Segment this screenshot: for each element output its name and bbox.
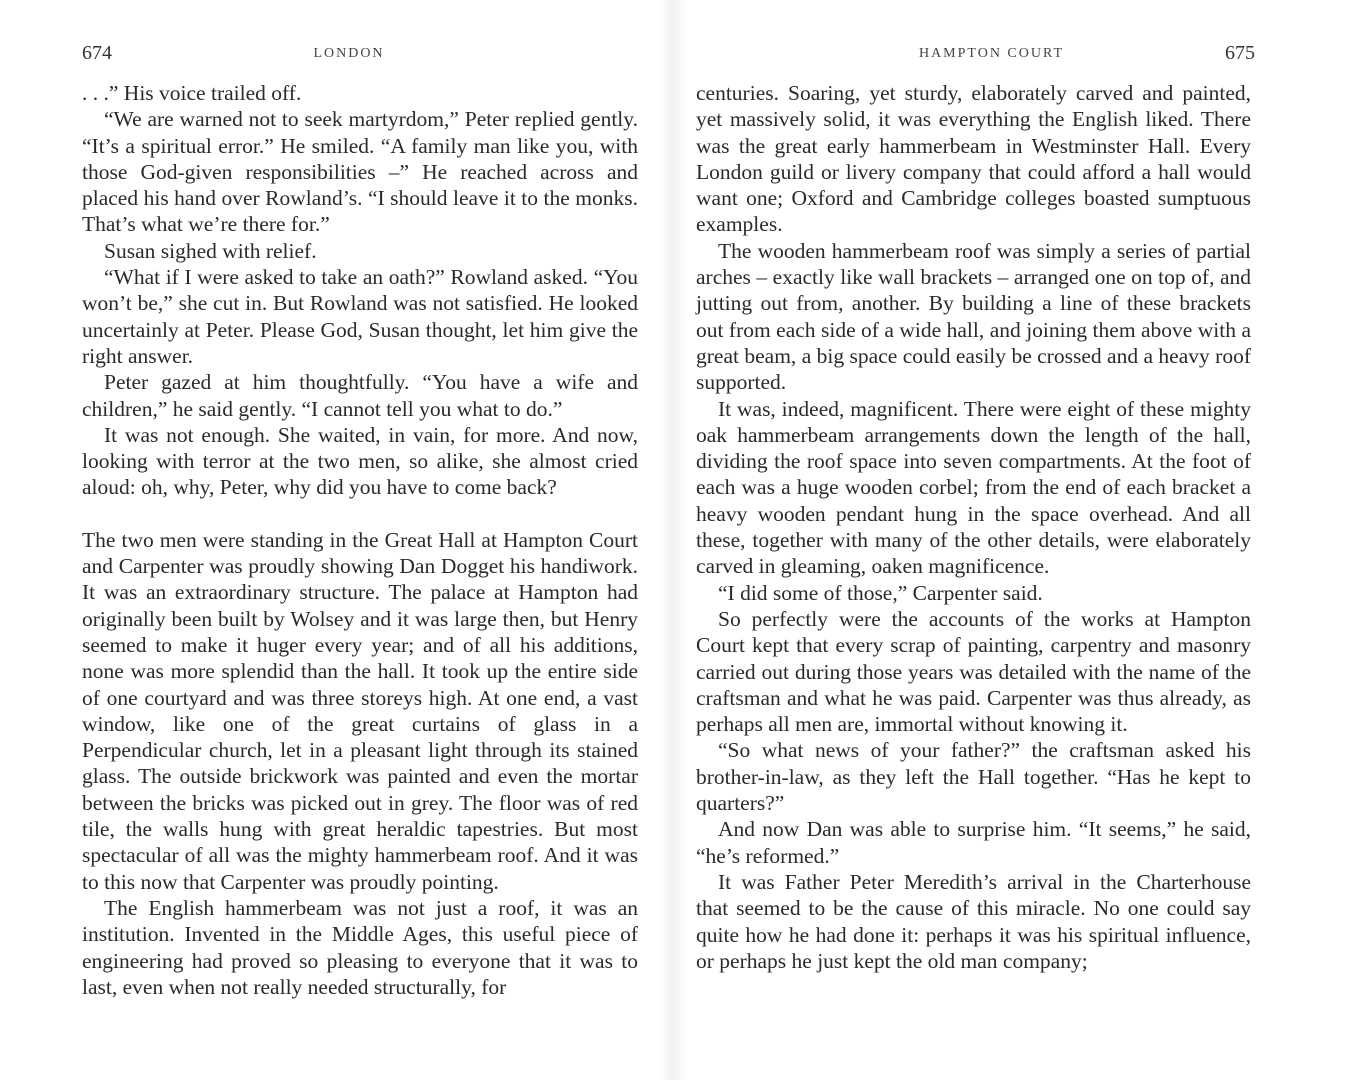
left-page-number: 674 [82,42,112,64]
paragraph: “What if I were asked to take an oath?” Rowland asked. “You won’t be,” she cut in. But Rowland was not satisfied. He looked uncertainly at Peter. Please God, Susan thought, let him give the right answer. [82,265,638,368]
paragraph: Susan sighed with relief. [104,238,317,263]
right-page [678,0,1345,1080]
paragraph: Peter gazed at him thoughtfully. “You have a wife and children,” he said gently. “I cannot tell you what to do.” [82,370,638,421]
left-running-title: LONDON [313,46,385,61]
left-page [0,0,668,1080]
paragraph: “I did some of those,” Carpenter said. [718,580,1043,605]
left-running-head [0,42,668,72]
paragraph: It was not enough. She waited, in vain, for more. And now, looking with terror at the two men, so alike, she almost cried aloud: oh, why, Peter, why did you have to come back? [82,422,638,500]
right-page-number: 675 [1225,42,1255,64]
paragraph: And now Dan was able to surprise him. “It seems,” he said, “he’s reformed.” [696,817,1251,868]
section-break [82,501,638,527]
right-running-title: HAMPTON COURT [918,46,1065,61]
paragraph: “So what news of your father?” the craftsman asked his brother-in-law, as they left the Hall together. “Has he kept to quarters?” [696,738,1251,816]
right-text-block [696,80,1251,974]
paragraph: . . .” His voice trailed off. [82,81,302,105]
paragraph: It was Father Peter Meredith’s arrival in the Charterhouse that seemed to be the cause of this miracle. No one could say quite how he had done it: perhaps it was his spiritual influence, or perhaps he just kept the old man company; [696,869,1251,973]
paragraph: The wooden hammerbeam roof was simply a series of partial arches – exactly like wall brackets – arranged one on top of, and jutting out from, another. By building a line of these brackets out from each side of a wide hall, and joining them above with a great beam, a big space could easily be crossed and a heavy roof supported. [696,238,1251,395]
paragraph: It was, indeed, magnificent. There were eight of these mighty oak hammerbeam arrangements down the length of the hall, dividing the roof space into seven compartments. At the foot of each was a huge wooden corbel; from the end of each bracket a heavy wooden pendant hung in the space overhead. And all these, together with many of the other details, were elaborately carved in gleaming, oaken magnificence. [696,396,1251,579]
paragraph: So perfectly were the accounts of the works at Hampton Court kept that every scrap of painting, carpentry and masonry carried out during those years was detailed with the name of the craftsman and what he was paid. Carpenter was thus already, as perhaps all men are, immortal without knowing it. [696,606,1251,737]
paragraph: “We are warned not to seek martyrdom,” Peter replied gently. “It’s a spiritual error.” He smiled. “A family man like you, with those God-given responsibilities –” He reached across and placed his hand over Rowland’s. “I should leave it to the monks. That’s what we’re there for.” [82,107,638,237]
paragraph: The English hammerbeam was not just a roof, it was an institution. Invented in the Middle Ages, this useful piece of engineering had proved so pleasing to everyone that it was to last, even when not really needed structurally, for [82,895,638,999]
paragraph: The two men were standing in the Great Hall at Hampton Court and Carpenter was proudly showing Dan Dogget his handiwork. It was an extraordinary structure. The palace at Hampton had originally been built by Wolsey and it was large then, but Henry seemed to make it huger every year; and of all his additions, none was more splendid than the hall. It took up the entire side of one courtyard and was three storeys high. At one end, a vast window, like one of the great curtains of glass in a Perpendicular church, let in a pleasant light through its stained glass. The outside brickwork was painted and even the mortar between the bricks was picked out in grey. The floor was of red tile, the walls hung with great heraldic tapestries. But most spectacular of all was the mighty hammerbeam roof. And it was to this now that Carpenter was proudly pointing. [82,527,638,894]
left-text-block [82,80,638,1000]
paragraph: centuries. Soaring, yet sturdy, elaborately carved and painted, yet massively solid, it was everything the English liked. There was the great early hammerbeam in Westminster Hall. Every London guild or livery company that could afford a hall would want one; Oxford and Cambridge colleges boasted sumptuous examples. [696,81,1251,237]
right-running-head [678,42,1345,72]
